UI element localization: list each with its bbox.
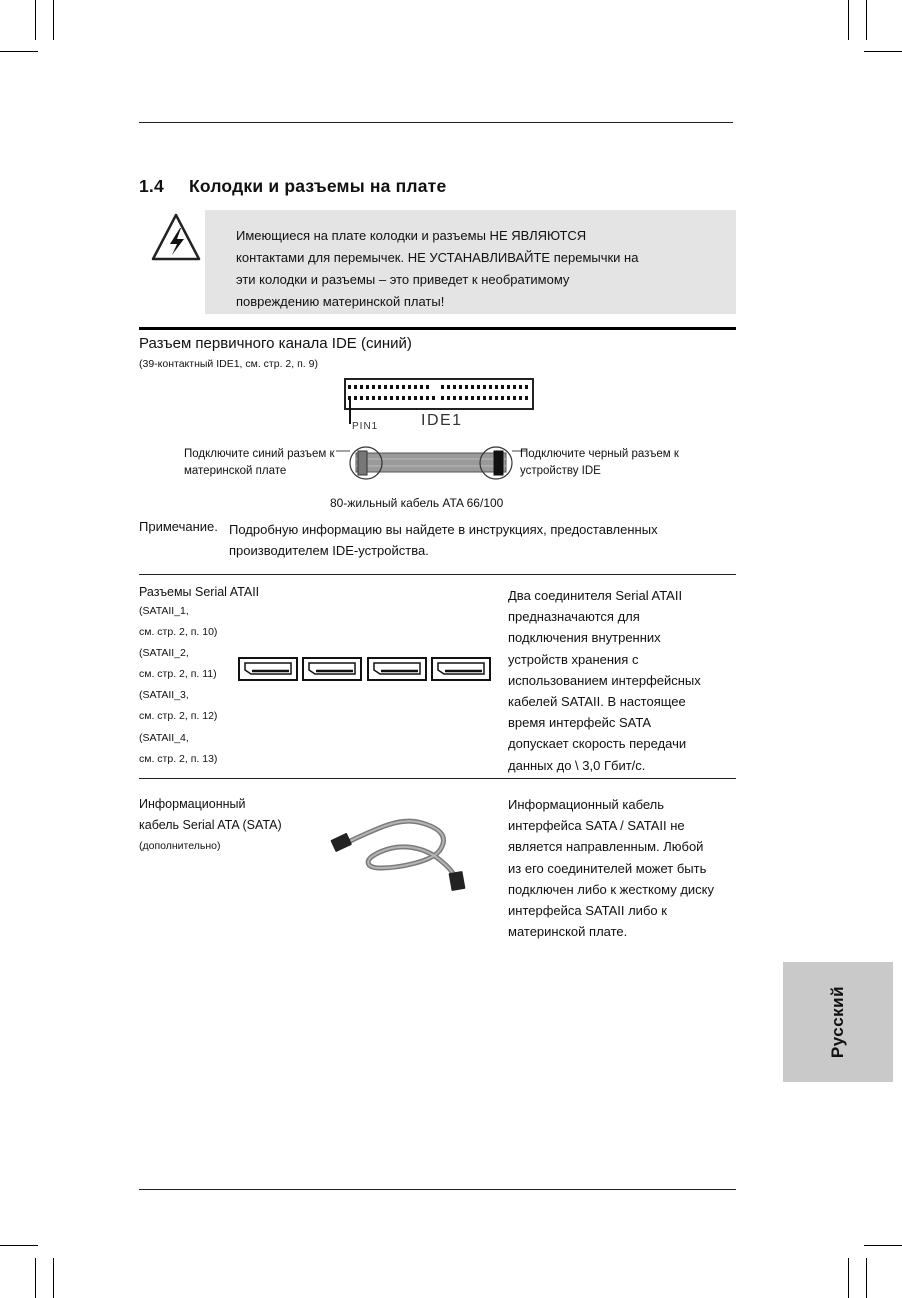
- callout-line: материнской плате: [184, 465, 287, 477]
- sata-item: (SATAII_4,: [139, 731, 189, 744]
- sata-cable-desc-line: Информационный кабель: [508, 797, 665, 812]
- sata-cable-desc-line: интерфейса SATA / SATAII не: [508, 818, 685, 834]
- callout-line: устройству IDE: [520, 465, 601, 477]
- sata-cable-image: [328, 808, 474, 897]
- language-tab: [783, 962, 893, 1082]
- sata-item: см. стр. 2, п. 13): [139, 752, 218, 765]
- sata-cable-optional: (дополнительно): [139, 840, 221, 852]
- sata-description: [508, 585, 733, 776]
- section-number: 1.4: [139, 176, 164, 196]
- sata-cable-desc-line: интерфейса SATAII либо к: [508, 903, 667, 919]
- cable-caption: 80-жильный кабель ATA 66/100: [330, 496, 504, 510]
- warning-line: контактами для перемычек. НЕ УСТАНАВЛИВАЙТЕ перемычки на: [236, 250, 639, 265]
- sata-item: (SATAII_2,: [139, 647, 189, 660]
- sata-cable-desc-line: является направленным. Любой: [508, 839, 704, 855]
- sata-cable-title-line: кабель Serial ATA (SATA): [139, 818, 282, 832]
- warning-text: [236, 225, 706, 313]
- header-rule: [139, 122, 733, 123]
- section-title-text: Колодки и разъемы на плате: [189, 176, 447, 196]
- warning-line: эти колодки и разъемы – это приведет к необратимому: [236, 272, 570, 287]
- thick-divider: [139, 327, 736, 330]
- ide-heading: Разъем первичного канала IDE (синий): [139, 335, 412, 352]
- sata-cable-description: [508, 794, 736, 942]
- divider: [139, 778, 736, 779]
- sata-item: (SATAII_3,: [139, 689, 189, 702]
- sata-cable-desc-line: материнской плате.: [508, 924, 628, 940]
- warning-line: Имеющиеся на плате колодки и разъемы НЕ ЯВЛЯЮТСЯ: [236, 228, 587, 243]
- sata-item: см. стр. 2, п. 12): [139, 710, 218, 723]
- sata-cable-desc-line: из его соединителей может быть: [508, 860, 707, 876]
- sata-desc-line: использованием интерфейсных: [508, 672, 701, 688]
- language-tab-label: Русский: [828, 985, 847, 1059]
- sata-desc-line: предназначаются для: [508, 609, 640, 625]
- sata-cable-title-line: Информационный: [139, 797, 246, 811]
- callout-line: Подключите черный разъем к: [520, 448, 679, 460]
- sata-cable-desc-line: подключен либо к жесткому диску: [508, 881, 715, 897]
- warning-line: повреждению материнской платы!: [236, 294, 445, 309]
- sata-desc-line: время интерфейс SATA: [508, 715, 651, 731]
- sata-heading: Разъемы Serial ATAII: [139, 585, 260, 599]
- sata-desc-line: Два соединителя Serial ATAII: [508, 588, 683, 603]
- sata-desc-line: подключения внутренних: [508, 630, 661, 646]
- sata-item: (SATAII_1,: [139, 605, 189, 617]
- callout-line: Подключите синий разъем к: [184, 448, 335, 460]
- high-voltage-warning-icon: [150, 212, 202, 271]
- ide-ribbon-cable: [336, 443, 526, 488]
- blue-connector-callout: [184, 446, 354, 480]
- sata-item: см. стр. 2, п. 10): [139, 626, 218, 639]
- divider: [139, 574, 736, 575]
- note-text: [229, 519, 709, 561]
- sata-item: см. стр. 2, п. 11): [139, 668, 217, 681]
- note-label: Примечание.: [139, 519, 218, 534]
- black-connector-callout: [520, 446, 710, 480]
- sata-desc-line: данных до \ 3,0 Гбит/с.: [508, 757, 646, 773]
- note-line: производителем IDE-устройства.: [229, 543, 429, 558]
- sata-desc-line: устройств хранения с: [508, 651, 639, 667]
- section-title: [139, 176, 446, 197]
- pin1-label: PIN1: [352, 421, 379, 432]
- ide-subheading: (39-контактный IDE1, см. стр. 2, п. 9): [139, 358, 318, 370]
- sata-desc-line: допускает скорость передачи: [508, 736, 687, 752]
- note-line: Подробную информацию вы найдете в инструкциях, предоставленных: [229, 522, 658, 537]
- footer-rule: [139, 1189, 736, 1190]
- sata-connectors-diagram: [238, 657, 492, 688]
- ide1-label: IDE1: [421, 412, 463, 429]
- sata-desc-line: кабелей SATAII. В настоящее: [508, 694, 686, 710]
- sata-cable-title: [139, 794, 319, 857]
